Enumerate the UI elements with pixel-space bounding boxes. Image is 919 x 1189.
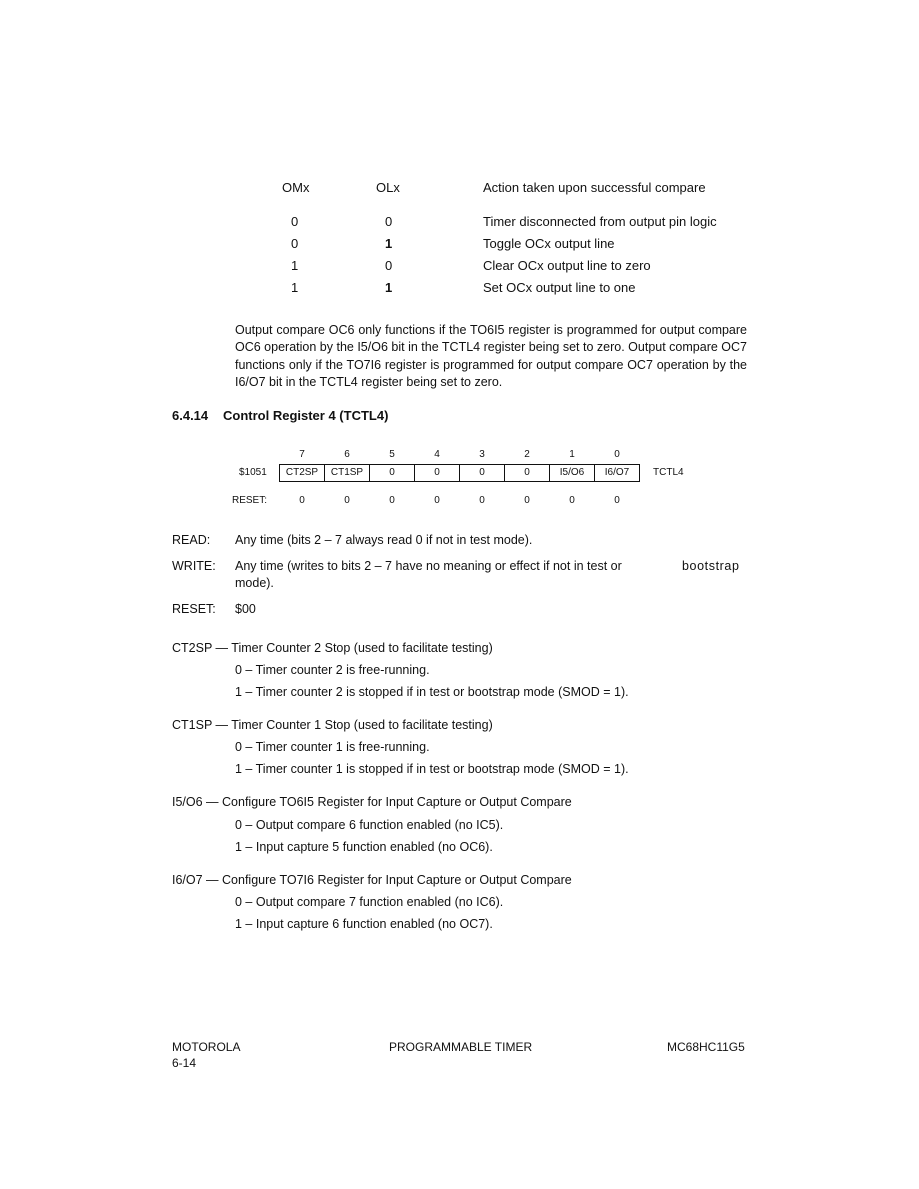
reset-value: 0 [344,495,350,506]
cell-olx: 1 [385,236,393,251]
cell-olx: 1 [385,280,393,295]
register-bit-i5o6: I5/O6 [549,464,595,482]
read-text: Any time (bits 2 – 7 always read 0 if not in test mode). [235,533,533,547]
footer-right: MC68HC11G5 [667,1040,745,1054]
reset-value: 0 [614,495,620,506]
field-option: 0 – Timer counter 2 is free-running. [235,663,430,677]
header-olx: OLx [376,180,400,195]
register-name: TCTL4 [653,467,684,478]
register-bit-2: 0 [504,464,550,482]
bit-number: 0 [614,449,620,460]
mode-table-row [0,214,919,232]
bit-number: 3 [479,449,485,460]
reset-value: 0 [434,495,440,506]
field-option: 1 – Input capture 6 function enabled (no OC7). [235,917,493,931]
mode-table-row [0,258,919,276]
field-option: 0 – Timer counter 1 is free-running. [235,740,430,754]
reset-label: RESET: [232,495,268,506]
register-address: $1051 [239,467,267,478]
field-title: I5/O6 — Configure TO6I5 Register for Input Capture or Output Compare [172,795,572,809]
register-bit-5: 0 [369,464,415,482]
mode-table-header [0,180,919,198]
reset-value: 0 [524,495,530,506]
bit-number: 7 [299,449,305,460]
field-option: 1 – Timer counter 1 is stopped if in test or bootstrap mode (SMOD = 1). [235,762,629,776]
reset-value: 0 [389,495,395,506]
reset-value: 0 [479,495,485,506]
bit-number: 5 [389,449,395,460]
footer-center: PROGRAMMABLE TIMER [389,1040,533,1054]
reset-access-label: RESET: [172,602,216,616]
bit-number: 6 [344,449,350,460]
reset-value: 0 [299,495,305,506]
field-title: CT1SP — Timer Counter 1 Stop (used to facilitate testing) [172,718,493,732]
footer-page-number: 6-14 [172,1056,197,1070]
cell-omx: 0 [291,214,299,229]
field-option: 0 – Output compare 6 function enabled (no IC5). [235,818,504,832]
cell-action: Timer disconnected from output pin logic [483,214,717,229]
mode-table-row [0,236,919,254]
cell-action: Toggle OCx output line [483,236,615,251]
cell-olx: 0 [385,258,393,273]
header-omx: OMx [282,180,310,195]
register-bit-4: 0 [414,464,460,482]
register-bit-ct2sp: CT2SP [279,464,325,482]
cell-omx: 0 [291,236,299,251]
bit-number: 1 [569,449,575,460]
field-option: 1 – Input capture 5 function enabled (no OC6). [235,840,493,854]
cell-olx: 0 [385,214,393,229]
cell-action: Clear OCx output line to zero [483,258,651,273]
reset-value: 0 [569,495,575,506]
write-text: Any time (writes to bits 2 – 7 have no meaning or effect if not in test or [235,559,622,573]
field-title: I6/O7 — Configure TO7I6 Register for Input Capture or Output Compare [172,873,572,887]
field-title: CT2SP — Timer Counter 2 Stop (used to facilitate testing) [172,641,493,655]
register-bit-i6o7: I6/O7 [594,464,640,482]
reset-access-value: $00 [235,602,256,616]
register-bit-ct1sp: CT1SP [324,464,370,482]
section-title: Control Register 4 (TCTL4) [223,408,389,423]
write-label: WRITE: [172,559,216,573]
write-text-cont: mode). [235,576,274,590]
write-text-bootstrap: bootstrap [682,559,740,573]
read-label: READ: [172,533,211,547]
cell-action: Set OCx output line to one [483,280,636,295]
field-option: 1 – Timer counter 2 is stopped if in test or bootstrap mode (SMOD = 1). [235,685,629,699]
footer-left: MOTOROLA [172,1040,241,1054]
cell-omx: 1 [291,280,299,295]
section-number: 6.4.14 [172,408,209,423]
mode-table-row [0,280,919,298]
field-option: 0 – Output compare 7 function enabled (no IC6). [235,895,504,909]
body-paragraph: Output compare OC6 only functions if the TO6I5 register is programmed for output compare OC6 operation by the I5/O6 bit in the TCTL4 register being set to zero. Output compare OC7 functions only if the TO7I6 register is programmed for output compare OC7 operation by the I6/O7 bit in the TCTL4 register being set to zero. [235,323,747,389]
header-action: Action taken upon successful compare [483,180,706,195]
bit-number: 2 [524,449,530,460]
bit-number: 4 [434,449,440,460]
register-bit-3: 0 [459,464,505,482]
cell-omx: 1 [291,258,299,273]
